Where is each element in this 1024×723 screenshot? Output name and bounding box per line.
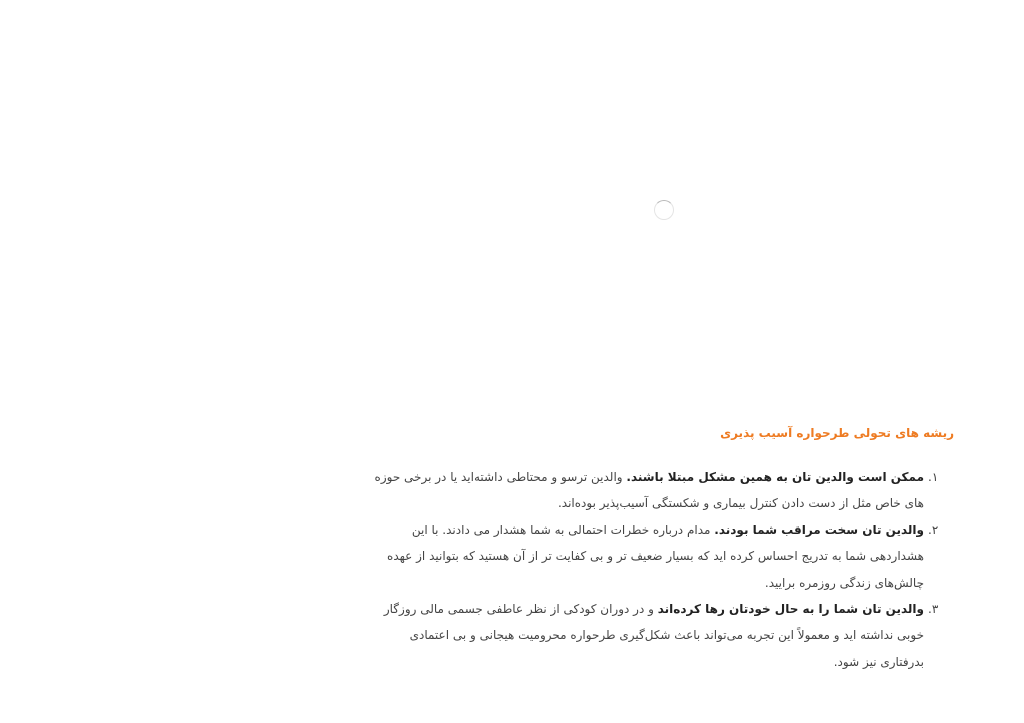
list-item <box>364 596 939 675</box>
item-heading: والدین تان سخت مراقب شما بودند. <box>714 522 924 537</box>
item-heading: والدین تان شما را به حال خودتان رها کرده‌اند <box>657 602 924 617</box>
item-number: ۱. <box>928 470 939 484</box>
origins-list <box>364 464 954 675</box>
list-item <box>364 517 939 596</box>
item-heading: ممکن است والدین تان به همین مشکل مبتلا باشند. <box>626 470 924 484</box>
item-text: والدین ترسو و محتاطی داشته‌اید یا در برخی حوزه های خاص مثل از دست دادن کنترل بیماری و شکستگی آسیب‌پذیر بوده‌اند. <box>374 470 924 511</box>
item-number: ۲. <box>928 522 939 537</box>
item-number: ۳. <box>928 602 939 617</box>
section-title: ریشه های تحولی طرحواره آسیب پذیری <box>720 426 954 440</box>
list-item <box>364 464 939 517</box>
item-text: و در دوران کودکی از نظر عاطفی جسمی مالی روزگار خوبی نداشته اید و معمولاً این تجربه می‌تواند باعث شکل‌گیری طرحواره محرومیت هیجانی و بی اعتمادی بدرفتاری نیز شود. <box>383 602 924 669</box>
item-text: مدام درباره خطرات احتمالی به شما هشدار می دادند. با این هشداردهی شما به تدریج احساس کرده اید که بسیار ضعیف تر و بی کفایت تر از آن هستید که بتوانید از عهده چالش‌های زندگی روزمره برایید. <box>387 522 924 590</box>
article-section <box>364 420 954 675</box>
loading-spinner-icon <box>654 200 674 220</box>
